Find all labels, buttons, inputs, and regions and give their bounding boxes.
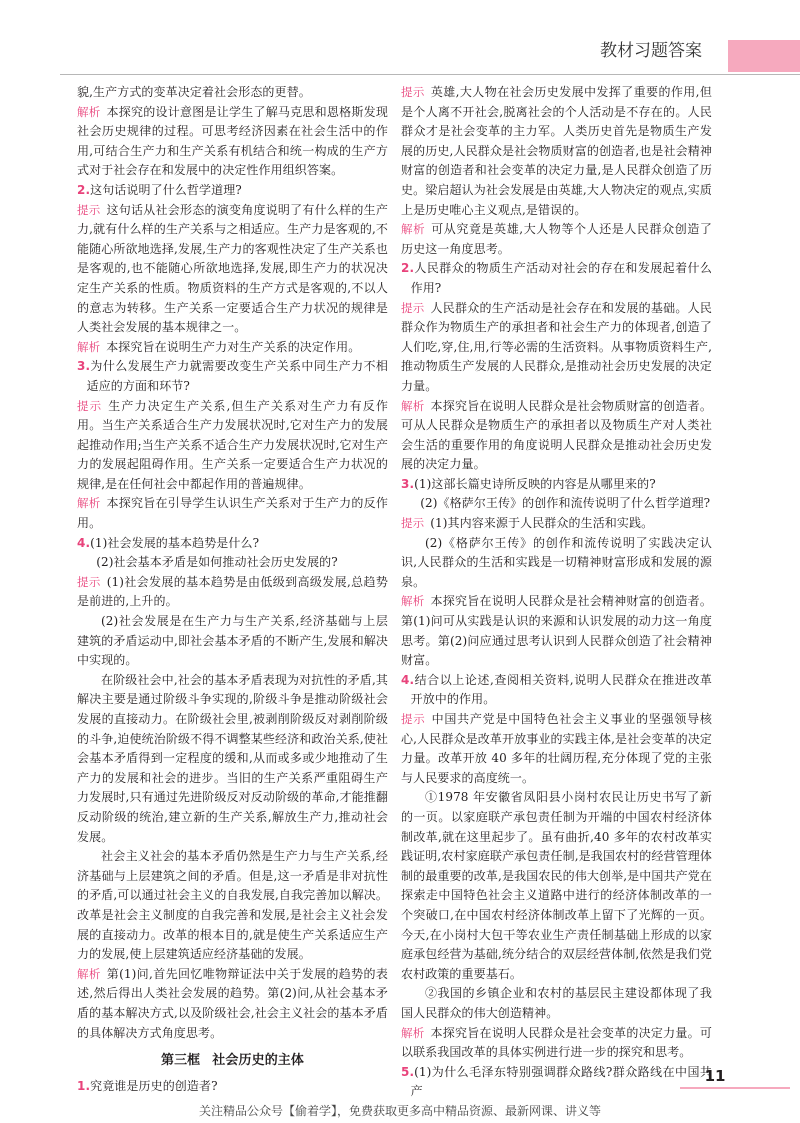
analysis-text: 第(1)问,首先回忆唯物辩证法中关于发展的趋势的表述,然后得出人类社会发展的趋势。第(2)问,从社会基本矛盾的基本解决方式,以及阶级社会,社会主义社会的基本矛盾的具体解决方式角度思考。 <box>77 966 388 1040</box>
analysis-label: 解析 <box>77 104 101 119</box>
question-text: 人民群众的物质生产活动对社会的存在和发展起着什么作用? <box>410 261 712 295</box>
analysis-text: 本探究的设计意图是让学生了解马克思和恩格斯发现社会历史规律的过程。可思考经济因素在社会生活中的作用,可结合生产力和生产关系有机结合和统一构成的生产方式对于社会存在和发展中的决定性作用组织答案。 <box>77 104 388 178</box>
hint-text: 这句话从社会形态的演变角度说明了有什么样的生产力,就有什么样的生产关系与之相适应。生产力是客观的,不能随心所欲地选择,发展,生产力的客观性决定了生产关系也是客观的,也不能随心所欲地选择,发展,即生产力的状况决定生产关系的性质。物质资料的生产方式是客观的,不以人的意志为转移。生产关系一定要适合生产力状况的规律是人类社会发展的基本规律之一。 <box>77 202 388 335</box>
analysis-text: 本探究旨在说明人民群众是社会物质财富的创造者。可从人民群众是物质生产的承担者以及物质生产对人类社会生活的重要作用的角度说明人民群众是推动社会历史发展的决定力量。 <box>401 398 712 472</box>
hint-text: ①1978 年安徽省凤阳县小岗村农民让历史书写了新的一页。以家庭联产承包责任制为开端的中国农村经济体制改革,就在这里起步了。虽有曲折,40 多年的农村改革实践证明,农村家庭联产承包责任制,是我国农村的经营管理体制的最重要的改革,是我国农民的伟大创举,是中国共产党在探索走中国特色社会主义道路中进行的经济体制改革的一个突破口,在中国农村经济体制改革上留下了光辉的一页。今天,在小岗村大包干等农业生产责任制基础上形成的以家庭承包经营为基础,统分结合的双层经营体制,依然是我们党农村政策的重要基石。 <box>401 790 712 981</box>
question-text: 究竟谁是历史的创造者? <box>90 1078 218 1093</box>
question-number: 1. <box>77 1078 91 1093</box>
footer-note: 关注精品公众号【偷着学】，免费获取更多高中精品资源、最新网课、讲义等 <box>198 1104 601 1118</box>
question-number: 4. <box>401 672 415 687</box>
analysis-label: 解析 <box>77 966 101 981</box>
hint-text: (2)社会发展是在生产力与生产关系,经济基础与上层建筑的矛盾运动中,即社会基本矛盾的不断产生,发展和解决中实现的。 <box>77 614 388 668</box>
analysis-text: 本探究旨在说明人民群众是社会变革的决定力量。可以联系我国改革的具体实例进行进一步的探究和思考。 <box>401 1025 712 1060</box>
analysis-label: 解析 <box>401 594 425 609</box>
analysis-label: 解析 <box>401 222 426 237</box>
hint-label: 提示 <box>77 398 103 413</box>
hint-label: 提示 <box>401 712 426 726</box>
question-text: (1)社会发展的基本趋势是什么? <box>90 535 260 550</box>
question-text: (1)这部长篇史诗所反映的内容是从哪里来的? <box>414 476 656 491</box>
analysis-text: 可从究竟是英雄,大人物等个人还是人民群众创造了历史这一角度思考。 <box>401 222 713 256</box>
page-number: 11 <box>704 1067 726 1085</box>
hint-text: 中国共产党是中国特色社会主义事业的坚强领导核心,人民群众是改革开放事业的实践主体,是社会变革的决定力量。改革开放 40 多年的壮阔历程,充分体现了党的主张与人民要求的高度统一。 <box>401 712 713 785</box>
header-accent-band <box>728 40 800 72</box>
section-number: 第三框 <box>160 1053 201 1069</box>
hint-text: 社会主义社会的基本矛盾仍然是生产力与生产关系,经济基础与上层建筑之间的矛盾。但是,这一矛盾是非对抗性的矛盾,可以通过社会主义的自我发展,自我完善加以解决。改革是社会主义制度的自我完善和发展,是社会主义社会发展的直接动力。改革的根本目的,就是使生产关系适应生产力的发展,使上层建筑适应经济基础的发展。 <box>77 849 388 962</box>
analysis-text: 本探究旨在说明生产力对生产关系的决定作用。 <box>106 339 361 354</box>
analysis-label: 解析 <box>401 398 425 413</box>
right-column <box>401 83 712 1102</box>
section-title: 社会历史的主体 <box>212 1053 304 1069</box>
analysis-label: 解析 <box>77 339 101 354</box>
question-number: 2. <box>77 182 91 197</box>
analysis-text: 本探究旨在说明人民群众是社会精神财富的创造者。第(1)问可从实践是认识的来源和认识发展的动力这一角度思考。第(2)问应通过思考认识到人民群众创造了社会精神财富。 <box>401 594 712 668</box>
question-number: 4. <box>77 535 91 550</box>
hint-label: 提示 <box>77 574 101 589</box>
hint-text: 人民群众的生产活动是社会存在和发展的基础。人民群众作为物质生产的承担者和社会生产力的体现者,创造了人们吃,穿,住,用,行等必需的生活资料。从事物质资料生产,推动物质生产发展的人民群众,是推动社会历史发展的决定力量。 <box>401 300 712 393</box>
header-title: 教材习题答案 <box>600 41 702 61</box>
question-text: (1)为什么毛泽东特别强调群众路线?群众路线在中国共产 <box>410 1064 712 1099</box>
question-text: (2)社会基本矛盾是如何推动社会历史发展的? <box>96 555 338 570</box>
hint-text: (2)《格萨尔王传》的创作和流传说明了实践决定认识,人民群众的生活和实践是一切精神财富形成和发展的源泉。 <box>401 535 712 589</box>
hint-label: 提示 <box>401 300 425 315</box>
analysis-label: 解析 <box>401 1025 425 1040</box>
question-text: 这句话说明了什么哲学道理? <box>90 182 242 197</box>
page-number-underline <box>680 1087 790 1089</box>
left-column <box>77 83 388 1096</box>
hint-text: 在阶级社会中,社会的基本矛盾表现为对抗性的矛盾,其解决主要是通过阶级斗争实现的,阶级斗争是推动阶级社会发展的直接动力。在阶级社会里,被剥削阶级反对剥削阶级的斗争,迫使统治阶级不得不调整某些经济和政治关系,使社会基本矛盾得到一定程度的缓和,从而或多或少地推动了生产力的发展和社会的进步。当旧的生产关系严重阻碍生产力发展时,只有通过先进阶级反对反动阶级的革命,才能推翻反动阶级的统治,建立新的生产关系,解放生产力,推动社会发展。 <box>77 672 388 844</box>
paragraph: 貌,生产方式的变革决定着社会形态的更替。 <box>77 85 311 99</box>
question-number: 2. <box>401 261 415 276</box>
question-number: 3. <box>77 359 91 374</box>
hint-label: 提示 <box>77 202 101 217</box>
question-number: 5. <box>401 1064 415 1079</box>
hint-text: (1)社会发展的基本趋势是由低级到高级发展,总趋势是前进的,上升的。 <box>77 574 388 609</box>
question-text: 结合以上论述,查阅相关资料,说明人民群众在推进改革开放中的作用。 <box>410 672 712 707</box>
hint-label: 提示 <box>401 85 425 99</box>
section-heading <box>77 1051 388 1071</box>
analysis-label: 解析 <box>77 496 101 511</box>
question-text: (2)《格萨尔王传》的创作和流传说明了什么哲学道理? <box>420 496 711 511</box>
question-number: 3. <box>401 476 415 491</box>
hint-text: 英雄,大人物在社会历史发展中发挥了重要的作用,但是个人离不开社会,脱离社会的个人活动是不存在的。人民群众才是社会变革的主力军。人类历史首先是物质生产发展的历史,人民群众是社会物质财富的创造者,也是社会精神财富的创造者和社会变革的决定力量,是人民群众创造了历史。梁启超认为社会发展是由英雄,大人物决定的观点,实质上是历史唯心主义观点,是错误的。 <box>401 85 713 217</box>
hint-text: ②我国的乡镇企业和农村的基层民主建设都体现了我国人民群众的伟大创造精神。 <box>401 986 712 1020</box>
hint-label: 提示 <box>401 516 425 531</box>
hint-text: 生产力决定生产关系,但生产关系对生产力有反作用。当生产关系适合生产力发展状况时,它对生产力的发展起推动作用;当生产关系不适合生产力发展状况时,它对生产力的发展起阻碍作用。生产关系一定要适合生产力状况的规律,是在任何社会中都起作用的普遍规律。 <box>77 398 388 491</box>
question-text: 为什么发展生产力就需要改变生产关系中同生产力不相适应的方面和环节? <box>86 359 388 393</box>
analysis-text: 本探究旨在引导学生认识生产关系对于生产力的反作用。 <box>77 496 388 531</box>
hint-text: (1)其内容来源于人民群众的生活和实践。 <box>430 516 654 531</box>
header-rule <box>60 74 800 75</box>
